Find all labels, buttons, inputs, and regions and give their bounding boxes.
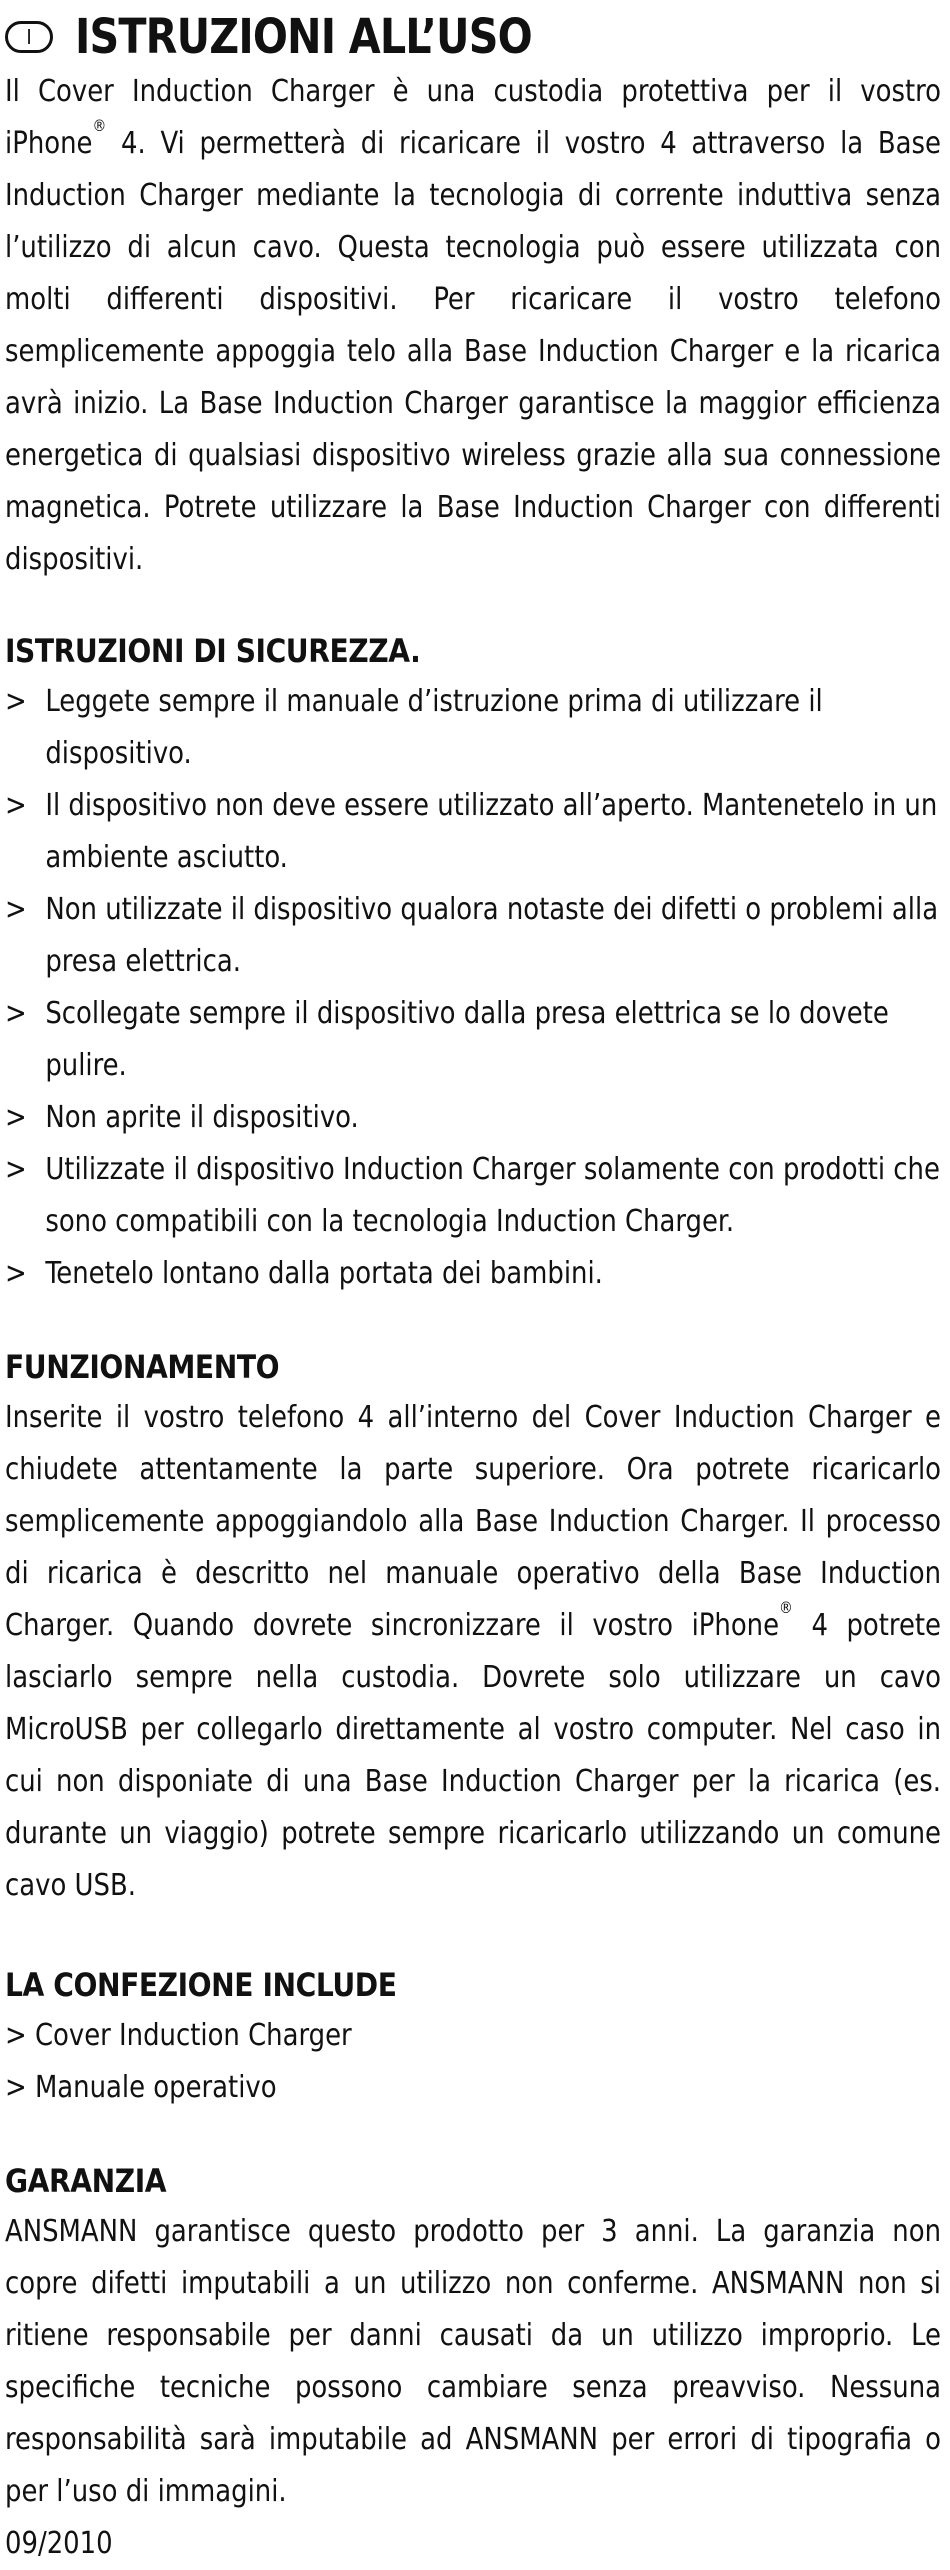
list-item bbox=[5, 1144, 941, 1248]
package-list bbox=[5, 2010, 941, 2114]
list-item-text: Leggete sempre il manuale d’istruzione prima di utilizzare il dispositivo. bbox=[45, 684, 823, 771]
manual-page bbox=[5, 8, 941, 2570]
list-item-text: Scollegate sempre il dispositivo dalla presa elettrica se lo dovete pulire. bbox=[45, 996, 889, 1083]
list-item bbox=[5, 988, 941, 1092]
document-date: 09/2010 bbox=[5, 2526, 113, 2561]
list-item-text: Non aprite il dispositivo. bbox=[45, 1100, 359, 1135]
package-heading: LA CONFEZIONE INCLUDE bbox=[5, 1966, 397, 2004]
bullet-marker: > bbox=[5, 788, 27, 823]
function-text-1: Inserite il vostro telefono 4 all’interno del Cover Induction Charger e chiudete attentamente la parte superiore. Ora potrete ricaricarlo semplicemente appoggiandolo alla Base Induction Charger. Il processo di ricarica è descritto nel manuale operativo della Base Induction Charger. Quando dovrete sincronizzare il vostro iPhone bbox=[5, 1400, 941, 1643]
warranty-paragraph: ANSMANN garantisce questo prodotto per 3 anni. La garanzia non copre difetti imputabili a un utilizzo non conferme. ANSMANN non si ritiene responsabile per danni causati da un utilizzo improprio. Le specifiche tecniche possono cambiare senza preavviso. Nessuna responsabilità sarà imputabile ad ANSMANN per errori di tipografia o per l’uso di immagini. bbox=[5, 2214, 941, 2509]
function-text-2: 4 potrete lasciarlo sempre nella custodia. Dovrete solo utilizzare un cavo MicroUSB per collegarlo direttamente al vostro computer. Nel caso in cui non disponiate di una Base Induction Charger per la ricarica (es. durante un viaggio) potrete sempre ricaricarlo utilizzando un comune cavo USB. bbox=[5, 1608, 941, 1903]
list-item: > Manuale operativo bbox=[5, 2070, 277, 2105]
list-item bbox=[5, 1248, 941, 1300]
bullet-marker: > bbox=[5, 1152, 27, 1187]
bullet-marker: > bbox=[5, 1100, 27, 1135]
list-item bbox=[5, 1092, 941, 1144]
function-paragraph bbox=[5, 1392, 941, 1912]
intro-text-2: 4. Vi permetterà di ricaricare il vostro 4 attraverso la Base Induction Charger mediante la tecnologia di corrente induttiva senza l’utilizzo di alcun cavo. Questa tecnologia può essere utilizzata con molti differenti dispositivi. Per ricaricare il vostro telefono semplicemente appoggia telo alla Base Induction Charger e la ricarica avrà inizio. La Base Induction Charger garantisce la maggior efficienza energetica di qualsiasi dispositivo wireless grazie alla sua connessione magnetica. Potrete utilizzare la Base Induction Charger con differenti dispositivi. bbox=[5, 126, 941, 577]
list-item-text: Il dispositivo non deve essere utilizzato all’aperto. Mantenetelo in un ambiente asciutto. bbox=[45, 788, 938, 875]
registered-mark: ® bbox=[92, 116, 107, 135]
list-item-text: Utilizzate il dispositivo Induction Charger solamente con prodotti che sono compatibili con la tecnologia Induction Charger. bbox=[45, 1152, 940, 1239]
language-badge: I bbox=[5, 21, 53, 53]
list-item bbox=[5, 676, 941, 780]
list-item bbox=[5, 884, 941, 988]
intro-text-1: Il Cover Induction Charger è una custodia protettiva per il vostro iPhone bbox=[5, 74, 941, 161]
list-item-text: Non utilizzate il dispositivo qualora notaste dei difetti o problemi alla presa elettrica. bbox=[45, 892, 939, 979]
bullet-marker: > bbox=[5, 996, 27, 1031]
title-row bbox=[5, 8, 941, 66]
registered-mark: ® bbox=[779, 1598, 793, 1617]
list-item-text: Tenetelo lontano dalla portata dei bambini. bbox=[45, 1256, 603, 1291]
list-item bbox=[5, 780, 941, 884]
list-item: > Cover Induction Charger bbox=[5, 2018, 352, 2053]
warranty-heading: GARANZIA bbox=[5, 2162, 167, 2200]
page-title: ISTRUZIONI ALL’USO bbox=[75, 9, 532, 65]
function-heading: FUNZIONAMENTO bbox=[5, 1348, 280, 1386]
bullet-marker: > bbox=[5, 1256, 27, 1291]
safety-list bbox=[5, 676, 941, 1300]
bullet-marker: > bbox=[5, 684, 27, 719]
bullet-marker: > bbox=[5, 892, 27, 927]
intro-paragraph bbox=[5, 66, 941, 586]
safety-heading: ISTRUZIONI DI SICUREZZA. bbox=[5, 632, 421, 670]
